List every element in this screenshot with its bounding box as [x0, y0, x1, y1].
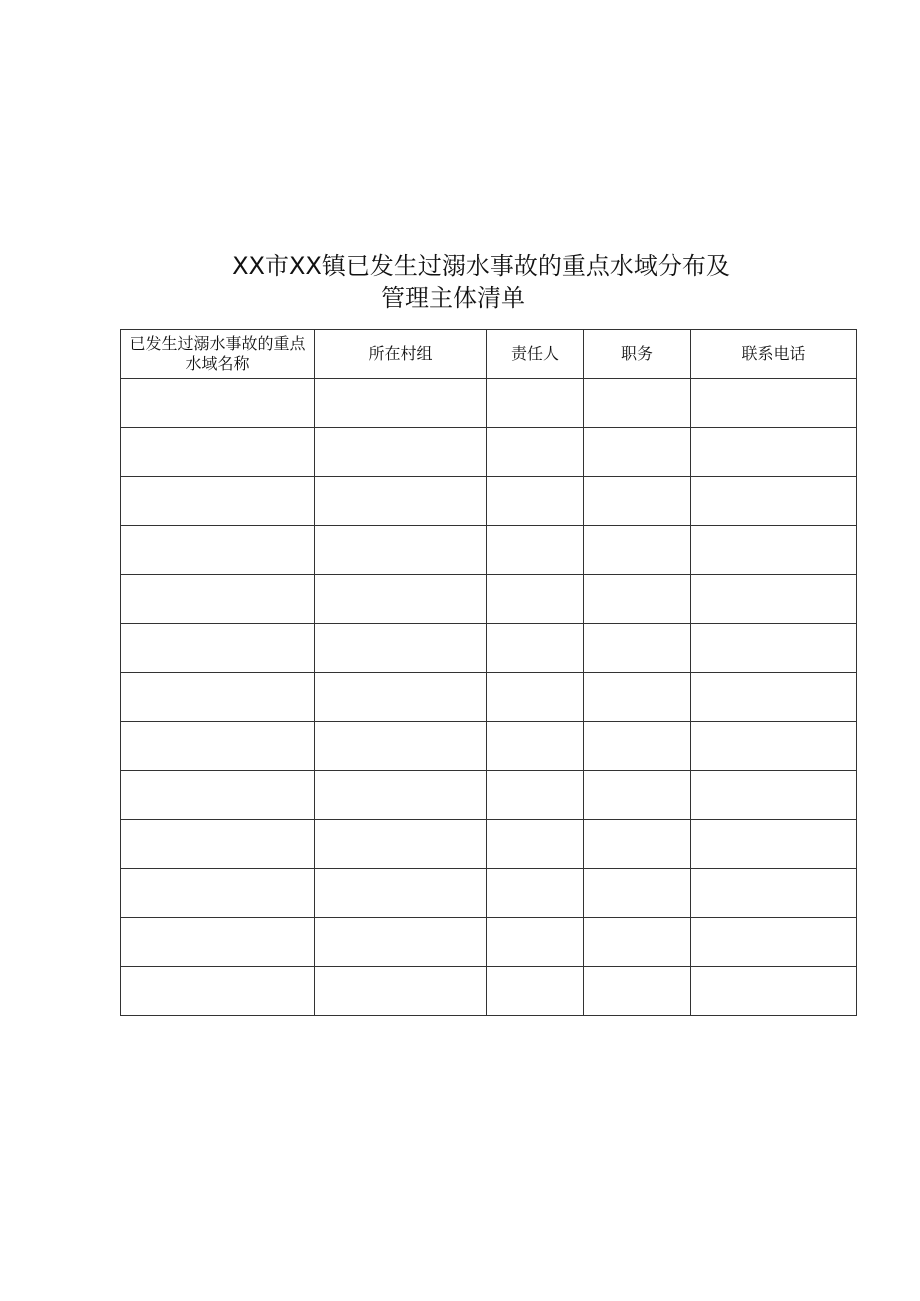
cell-water-area-name: [121, 673, 315, 722]
header-village-group: 所在村组: [315, 330, 487, 379]
cell-contact-phone: [691, 967, 857, 1016]
cell-water-area-name: [121, 624, 315, 673]
cell-position: [584, 771, 691, 820]
document-title: [120, 250, 856, 314]
table-row: [121, 771, 857, 820]
cell-water-area-name: [121, 477, 315, 526]
cell-village-group: [315, 428, 487, 477]
cell-position: [584, 477, 691, 526]
cell-contact-phone: [691, 379, 857, 428]
header-contact-phone: 联系电话: [691, 330, 857, 379]
table-row: [121, 379, 857, 428]
cell-village-group: [315, 379, 487, 428]
table-row: [121, 869, 857, 918]
table-row: [121, 526, 857, 575]
cell-responsible-person: [487, 722, 584, 771]
title-line-2: 管理主体清单: [381, 284, 525, 312]
cell-contact-phone: [691, 722, 857, 771]
cell-village-group: [315, 526, 487, 575]
cell-responsible-person: [487, 624, 584, 673]
header-position: 职务: [584, 330, 691, 379]
table-body: [121, 379, 857, 1016]
table-header-row: [121, 330, 857, 379]
cell-position: [584, 624, 691, 673]
cell-contact-phone: [691, 673, 857, 722]
table-row: [121, 820, 857, 869]
cell-water-area-name: [121, 771, 315, 820]
cell-village-group: [315, 575, 487, 624]
cell-responsible-person: [487, 379, 584, 428]
cell-water-area-name: [121, 869, 315, 918]
cell-contact-phone: [691, 820, 857, 869]
cell-responsible-person: [487, 673, 584, 722]
cell-village-group: [315, 624, 487, 673]
cell-contact-phone: [691, 526, 857, 575]
table-row: [121, 575, 857, 624]
table-row: [121, 477, 857, 526]
table-row: [121, 624, 857, 673]
cell-position: [584, 967, 691, 1016]
cell-water-area-name: [121, 967, 315, 1016]
cell-position: [584, 722, 691, 771]
cell-responsible-person: [487, 869, 584, 918]
table-row: [121, 673, 857, 722]
cell-water-area-name: [121, 722, 315, 771]
table-row: [121, 722, 857, 771]
cell-village-group: [315, 967, 487, 1016]
cell-water-area-name: [121, 379, 315, 428]
cell-contact-phone: [691, 575, 857, 624]
cell-responsible-person: [487, 820, 584, 869]
title-line-1: XX市XX镇已发生过溺水事故的重点水域分布及: [232, 252, 730, 280]
cell-responsible-person: [487, 575, 584, 624]
cell-position: [584, 918, 691, 967]
cell-responsible-person: [487, 526, 584, 575]
cell-responsible-person: [487, 771, 584, 820]
cell-position: [584, 428, 691, 477]
water-area-table: [120, 329, 857, 1016]
cell-contact-phone: [691, 624, 857, 673]
table-row: [121, 967, 857, 1016]
cell-position: [584, 673, 691, 722]
cell-water-area-name: [121, 575, 315, 624]
cell-village-group: [315, 869, 487, 918]
cell-village-group: [315, 918, 487, 967]
cell-responsible-person: [487, 918, 584, 967]
header-water-area-name: [121, 330, 315, 379]
cell-position: [584, 526, 691, 575]
cell-responsible-person: [487, 967, 584, 1016]
header-responsible-person: 责任人: [487, 330, 584, 379]
cell-position: [584, 820, 691, 869]
cell-contact-phone: [691, 477, 857, 526]
cell-responsible-person: [487, 477, 584, 526]
cell-contact-phone: [691, 869, 857, 918]
cell-village-group: [315, 722, 487, 771]
cell-contact-phone: [691, 771, 857, 820]
cell-village-group: [315, 477, 487, 526]
table-row: [121, 428, 857, 477]
cell-responsible-person: [487, 428, 584, 477]
header-water-area-name-label: 已发生过溺水事故的重点水域名称: [129, 334, 306, 373]
table-row: [121, 918, 857, 967]
cell-contact-phone: [691, 918, 857, 967]
cell-village-group: [315, 673, 487, 722]
cell-water-area-name: [121, 918, 315, 967]
cell-water-area-name: [121, 820, 315, 869]
cell-contact-phone: [691, 428, 857, 477]
cell-village-group: [315, 820, 487, 869]
cell-water-area-name: [121, 428, 315, 477]
cell-position: [584, 379, 691, 428]
cell-water-area-name: [121, 526, 315, 575]
cell-position: [584, 575, 691, 624]
cell-village-group: [315, 771, 487, 820]
cell-position: [584, 869, 691, 918]
